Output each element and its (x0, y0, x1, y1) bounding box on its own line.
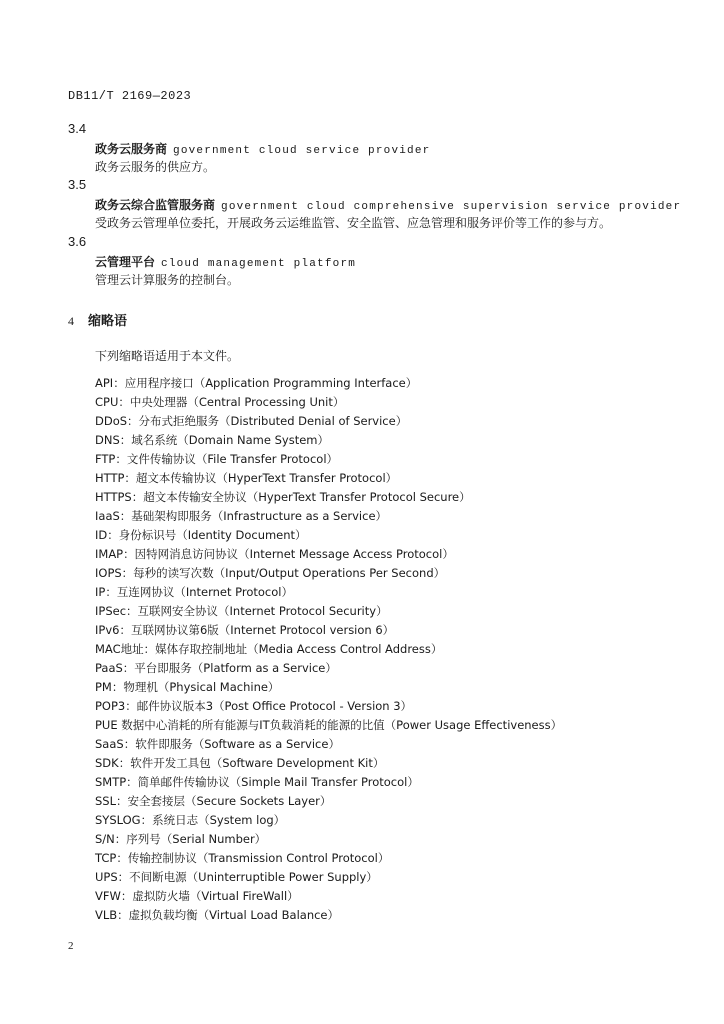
abbreviation-item: POP3：邮件协议版本3（Post Office Protocol - Version 3） (95, 699, 413, 713)
term-english-name: government cloud comprehensive supervision service provider (221, 201, 682, 213)
abbreviation-item: IPSec：互联网安全协议（Internet Protocol Security） (95, 604, 388, 618)
abbreviation-item: API：应用程序接口（Application Programming Interface） (95, 376, 418, 390)
abbreviation-item: S/N：序列号（Serial Number） (95, 832, 267, 846)
term-number: 3.6 (68, 234, 87, 249)
term-chinese-name: 政务云服务商 (95, 142, 168, 156)
abbreviation-item: SaaS：软件即服务（Software as a Service） (95, 737, 340, 751)
term-chinese-name: 云管理平台 (95, 255, 156, 269)
abbreviation-item: HTTP：超文本传输协议（HyperText Transfer Protocol） (95, 471, 398, 485)
abbreviation-item: TCP：传输控制协议（Transmission Control Protocol） (95, 851, 390, 865)
abbreviation-item: IaaS：基础架构即服务（Infrastructure as a Service） (95, 509, 388, 523)
abbreviation-item: SYSLOG：系统日志（System log） (95, 813, 286, 827)
term-title-line (95, 140, 430, 157)
term-definition: 政务云服务的供应方。 (95, 160, 216, 174)
term-english-name: cloud management platform (161, 258, 357, 270)
section-number: 4 (68, 314, 74, 328)
abbreviation-item: PM：物理机（Physical Machine） (95, 680, 280, 694)
abbreviation-item: UPS：不间断电源（Uninterruptible Power Supply） (95, 870, 378, 884)
abbreviation-item: IOPS：每秒的读写次数（Input/Output Operations Per Second） (95, 566, 446, 580)
abbreviation-item: MAC地址：媒体存取控制地址（Media Access Control Address） (95, 642, 443, 656)
abbreviation-item: CPU：中央处理器（Central Processing Unit） (95, 395, 345, 409)
section-intro: 下列缩略语适用于本文件。 (95, 349, 240, 363)
abbreviation-list (95, 374, 562, 925)
term-english-name: government cloud service provider (173, 145, 431, 157)
section-heading (68, 310, 127, 329)
document-id-header: DB11/T 2169—2023 (68, 89, 192, 103)
abbreviation-item: VFW：虚拟防火墙（Virtual FireWall） (95, 889, 299, 903)
abbreviation-item: HTTPS：超文本传输安全协议（HyperText Transfer Protocol Secure） (95, 490, 471, 504)
abbreviation-item: SMTP：简单邮件传输协议（Simple Mail Transfer Protocol） (95, 775, 419, 789)
abbreviation-item: SSL：安全套接层（Secure Sockets Layer） (95, 794, 332, 808)
abbreviation-item: FTP：文件传输协议（File Transfer Protocol） (95, 452, 339, 466)
term-number: 3.5 (68, 177, 87, 192)
abbreviation-item: IPv6：互联网协议第6版（Internet Protocol version 6） (95, 623, 395, 637)
term-title-line (95, 253, 356, 270)
abbreviation-item: DNS：域名系统（Domain Name System） (95, 433, 330, 447)
abbreviation-item: PaaS：平台即服务（Platform as a Service） (95, 661, 337, 675)
abbreviation-item: SDK：软件开发工具包（Software Development Kit） (95, 756, 385, 770)
term-number: 3.4 (68, 121, 87, 136)
term-definition: 受政务云管理单位委托，开展政务云运维监管、安全监管、应急管理和服务评价等工作的参与方。 (95, 216, 612, 230)
term-title-line (95, 196, 681, 213)
abbreviation-item: DDoS：分布式拒绝服务（Distributed Denial of Service） (95, 414, 408, 428)
abbreviation-item: IMAP：因特网消息访问协议（Internet Message Access Protocol） (95, 547, 454, 561)
abbreviation-item: PUE 数据中心消耗的所有能源与IT负载消耗的能源的比值（Power Usage Effectiveness） (95, 718, 563, 732)
page-number: 2 (68, 940, 74, 952)
abbreviation-item: ID：身份标识号（Identity Document） (95, 528, 307, 542)
term-chinese-name: 政务云综合监管服务商 (95, 198, 216, 212)
section-title: 缩略语 (88, 314, 128, 329)
abbreviation-item: VLB：虚拟负载均衡（Virtual Load Balance） (95, 908, 340, 922)
abbreviation-item: IP：互连网协议（Internet Protocol） (95, 585, 293, 599)
term-definition: 管理云计算服务的控制台。 (95, 273, 240, 287)
